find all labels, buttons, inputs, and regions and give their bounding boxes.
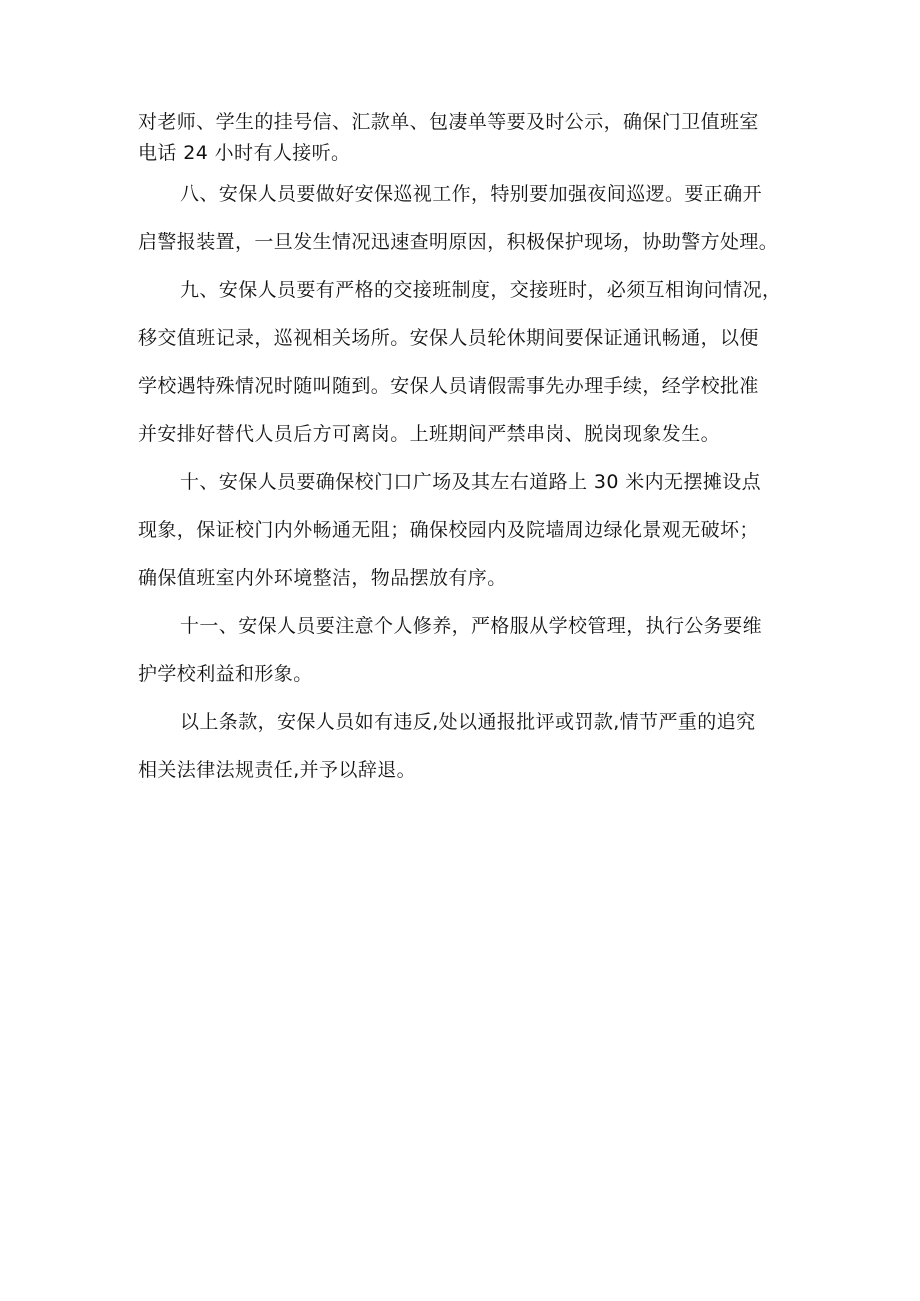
text-line: 对老师、学生的挂号信、汇款单、包凄单等要及时公示，确保门卫值班室 [138, 111, 759, 133]
paragraph-9-line-2: 移交值班记录，巡视相关场所。安保人员轮休期间要保证通讯畅通，以便 [138, 327, 759, 349]
closing-paragraph-line-1: 以上条款，安保人员如有违反,处以通报批评或罚款,情节严重的追究 [180, 711, 756, 733]
paragraph-9-line-3: 学校遇特殊情况时随叫随到。安保人员请假需事先办理手续，经学校批准 [138, 375, 759, 397]
paragraph-8-line-2: 启警报装置，一旦发生情况迅速查明原因，积极保护现场，协助警方处理。 [138, 231, 779, 253]
paragraph-9-line-1: 九、安保人员要有严格的交接班制度，交接班时，必须互相询问情况， [180, 279, 782, 301]
paragraph-10-line-3: 确保值班室内外环境整洁，物品摆放有序。 [138, 567, 507, 589]
paragraph-10-line-1: 十、安保人员要确保校门口广场及其左右道路上 30 米内无摆摊设点 [180, 471, 762, 493]
paragraph-11-line-1: 十一、安保人员要注意个人修养，严格服从学校管理，执行公务要维 [180, 615, 763, 637]
paragraph-11-line-2: 护学校利益和形象。 [138, 663, 313, 685]
paragraph-9-line-4: 并安排好替代人员后方可离岗。上班期间严禁串岗、脱岗现象发生。 [138, 423, 721, 445]
paragraph-10-line-2: 现象，保证校门内外畅通无阻；确保校园内及院墙周边绿化景观无破坏； [138, 519, 759, 541]
text-line: 电话 24 小时有人接听。 [138, 142, 351, 164]
closing-paragraph-line-2: 相关法律法规责任,并予以辞退。 [138, 759, 417, 781]
paragraph-8-line-1: 八、安保人员要做好安保巡视工作，特别要加强夜间巡逻。要正确开 [180, 183, 763, 205]
